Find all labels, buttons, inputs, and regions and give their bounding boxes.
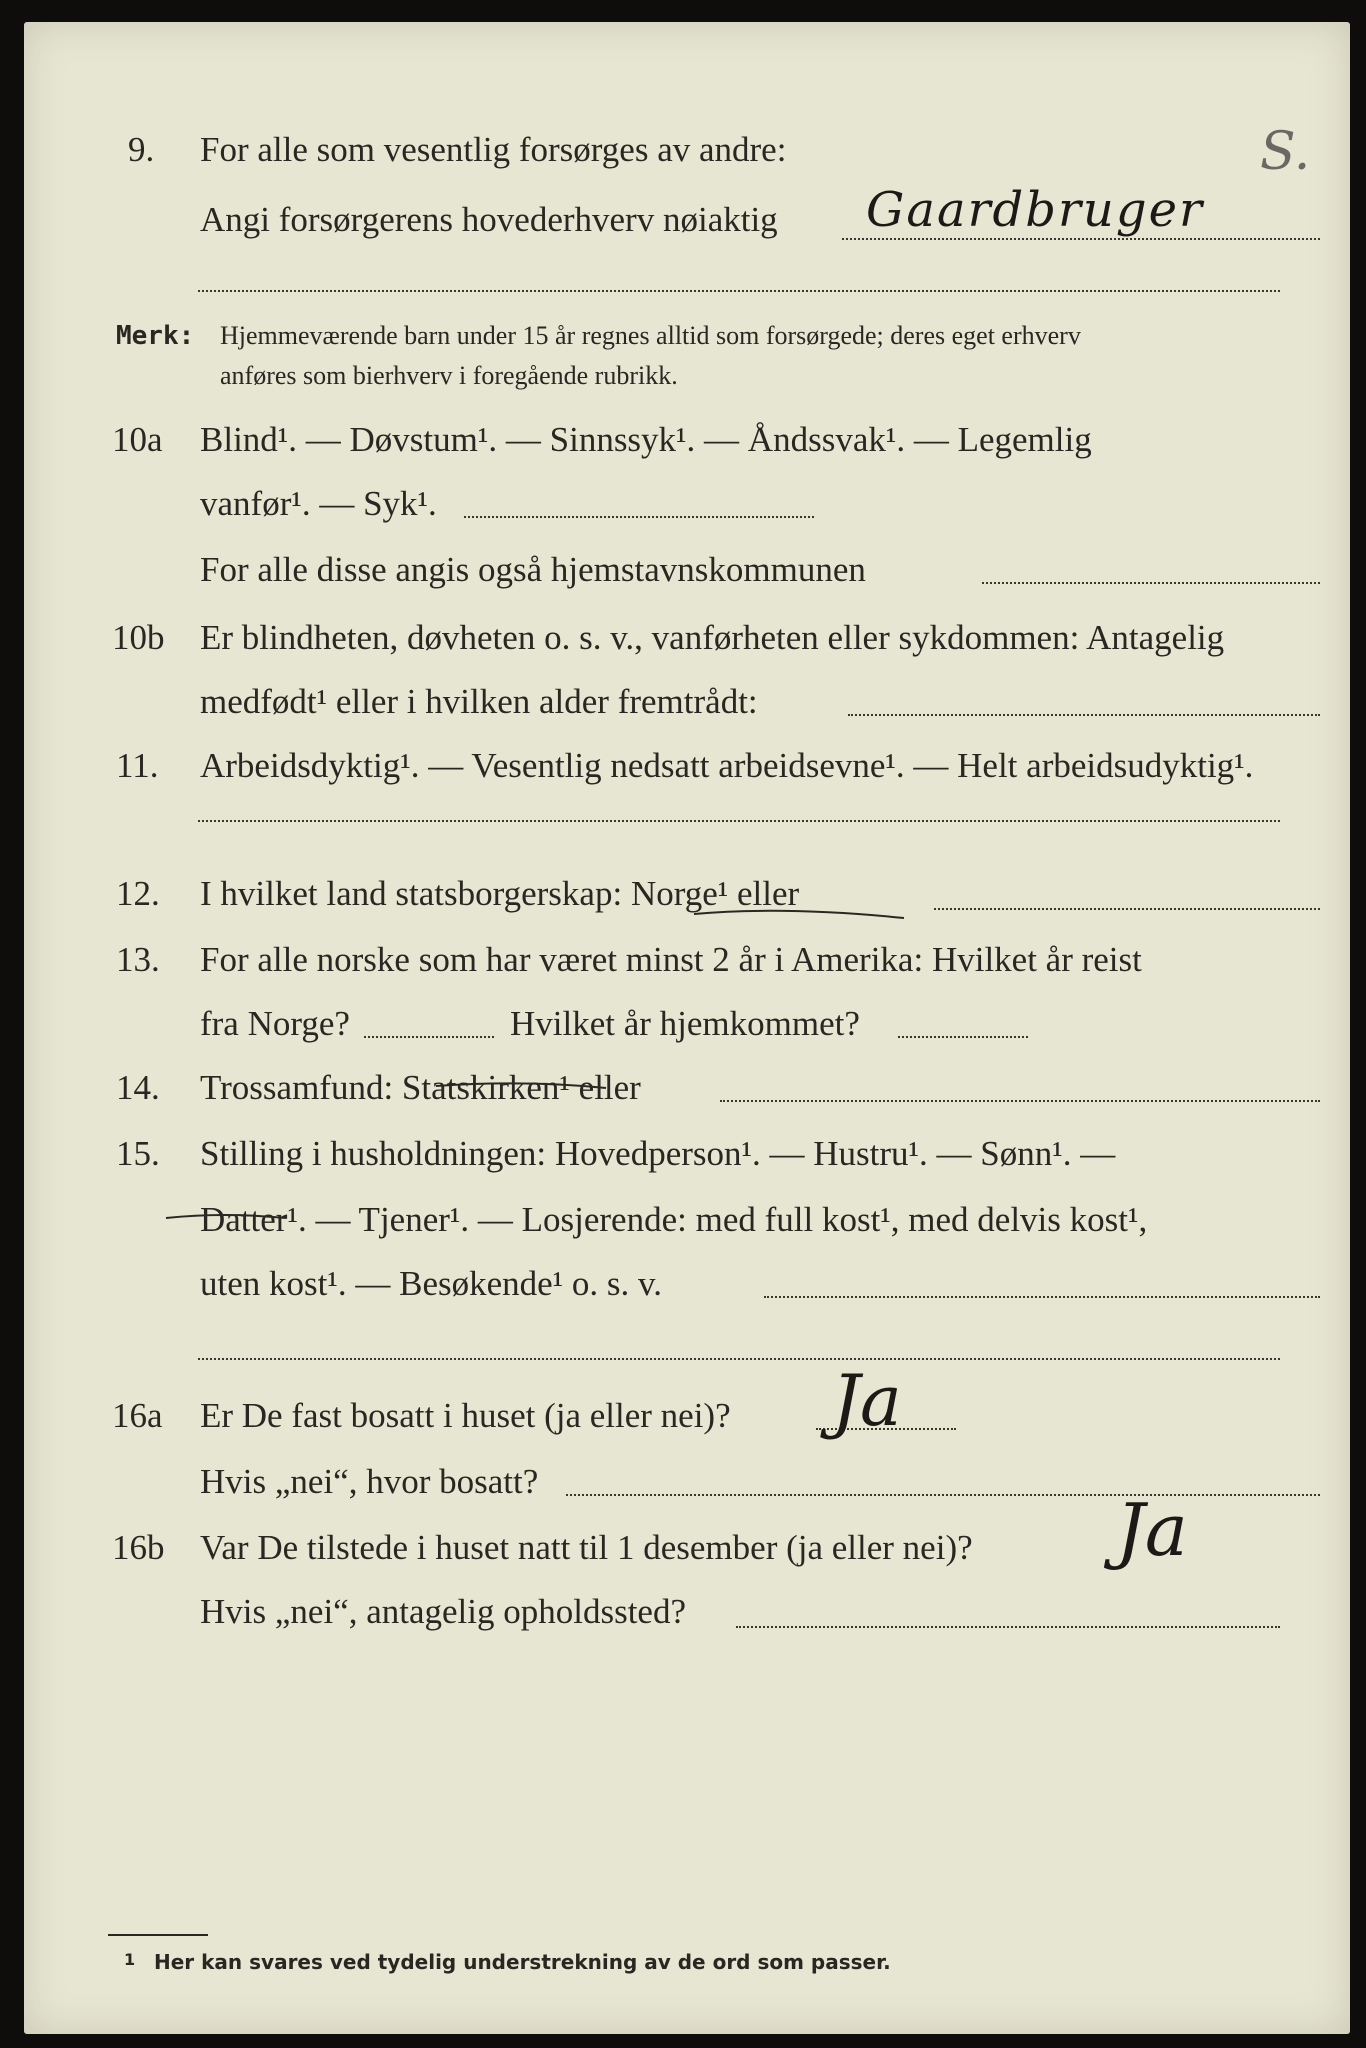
handwritten-answer: Ja (1116, 1488, 1188, 1572)
answer-line (848, 714, 1320, 716)
question-text: Arbeidsdyktig¹. — Vesentlig nedsatt arbeidsevne¹. — Helt arbeidsudyktig¹. (200, 746, 1254, 785)
question-text: vanfør¹. — Syk¹. (200, 484, 437, 523)
question-text: Datter¹. — Tjener¹. — Losjerende: med full kost¹, med delvis kost¹, (200, 1200, 1148, 1239)
answer-line (720, 1100, 1320, 1102)
question-text: I hvilket land statsborgerskap: Norge¹ eller (200, 874, 800, 913)
question-text: Angi forsørgerens hovederhverv nøiaktig (200, 200, 778, 239)
merk-text: anføres som bierhverv i foregående rubrikk. (220, 361, 678, 390)
answer-line (198, 1358, 1280, 1360)
corner-mark: S. (1260, 122, 1311, 182)
footnote-text: Her kan svares ved tydelig understrekning av de ord som passer. (154, 1950, 891, 1974)
item-number: 12. (116, 874, 160, 913)
item-number: 10b (112, 618, 165, 657)
answer-line (736, 1626, 1280, 1628)
handwritten-answer: Gaardbruger (866, 182, 1204, 238)
item-number: 16b (112, 1528, 165, 1567)
item-number: 16a (112, 1396, 163, 1435)
merk-label: Merk: (116, 321, 195, 351)
question-text: Stilling i husholdningen: Hovedperson¹. — Hustru¹. — Sønn¹. — (200, 1134, 1116, 1173)
item-number: 9. (128, 130, 155, 169)
answer-line (764, 1296, 1320, 1298)
item-number: 11. (116, 746, 159, 785)
answer-line (464, 516, 814, 518)
question-text: Hvis „nei“, hvor bosatt? (200, 1462, 539, 1501)
footnote (124, 1950, 891, 1974)
separator-line (198, 290, 1280, 292)
footnote-marker: 1 (124, 1950, 136, 1969)
answer-line (364, 1036, 494, 1038)
answer-line (934, 908, 1320, 910)
question-text: uten kost¹. — Besøkende¹ o. s. v. (200, 1264, 663, 1303)
footnote-rule (108, 1934, 208, 1936)
answer-line (198, 820, 1280, 822)
question-text: Hvis „nei“, antagelig opholdssted? (200, 1592, 686, 1631)
question-text: fra Norge? (200, 1004, 350, 1043)
answer-line (566, 1494, 1320, 1496)
answer-line (842, 238, 1320, 240)
question-text: Er De fast bosatt i huset (ja eller nei)? (200, 1396, 731, 1435)
item-number: 15. (116, 1134, 160, 1173)
question-text: For alle disse angis også hjemstavnskommunen (200, 550, 866, 589)
question-text: Blind¹. — Døvstum¹. — Sinnssyk¹. — Åndssvak¹. — Legemlig (200, 420, 1092, 459)
question-text: Er blindheten, døvheten o. s. v., vanførheten eller sykdommen: Antagelig (200, 618, 1225, 657)
question-text: For alle norske som har været minst 2 år i Amerika: Hvilket år reist (200, 940, 1142, 979)
merk-text: Hjemmeværende barn under 15 år regnes alltid som forsørgede; deres eget erhverv (220, 321, 1081, 350)
question-text: medfødt¹ eller i hvilken alder fremtrådt: (200, 682, 758, 721)
answer-line (898, 1036, 1028, 1038)
census-form-page (24, 22, 1350, 2034)
item-number: 13. (116, 940, 160, 979)
item-number: 10a (112, 420, 163, 459)
question-text: For alle som vesentlig forsørges av andre: (200, 130, 787, 169)
question-text: Hvilket år hjemkommet? (510, 1004, 860, 1043)
item-number: 14. (116, 1068, 160, 1107)
handwritten-answer: Ja (832, 1360, 902, 1442)
answer-line (982, 582, 1320, 584)
question-text: Var De tilstede i huset natt til 1 desember (ja eller nei)? (200, 1528, 973, 1567)
question-text: Trossamfund: Statskirken¹ eller (200, 1068, 641, 1107)
